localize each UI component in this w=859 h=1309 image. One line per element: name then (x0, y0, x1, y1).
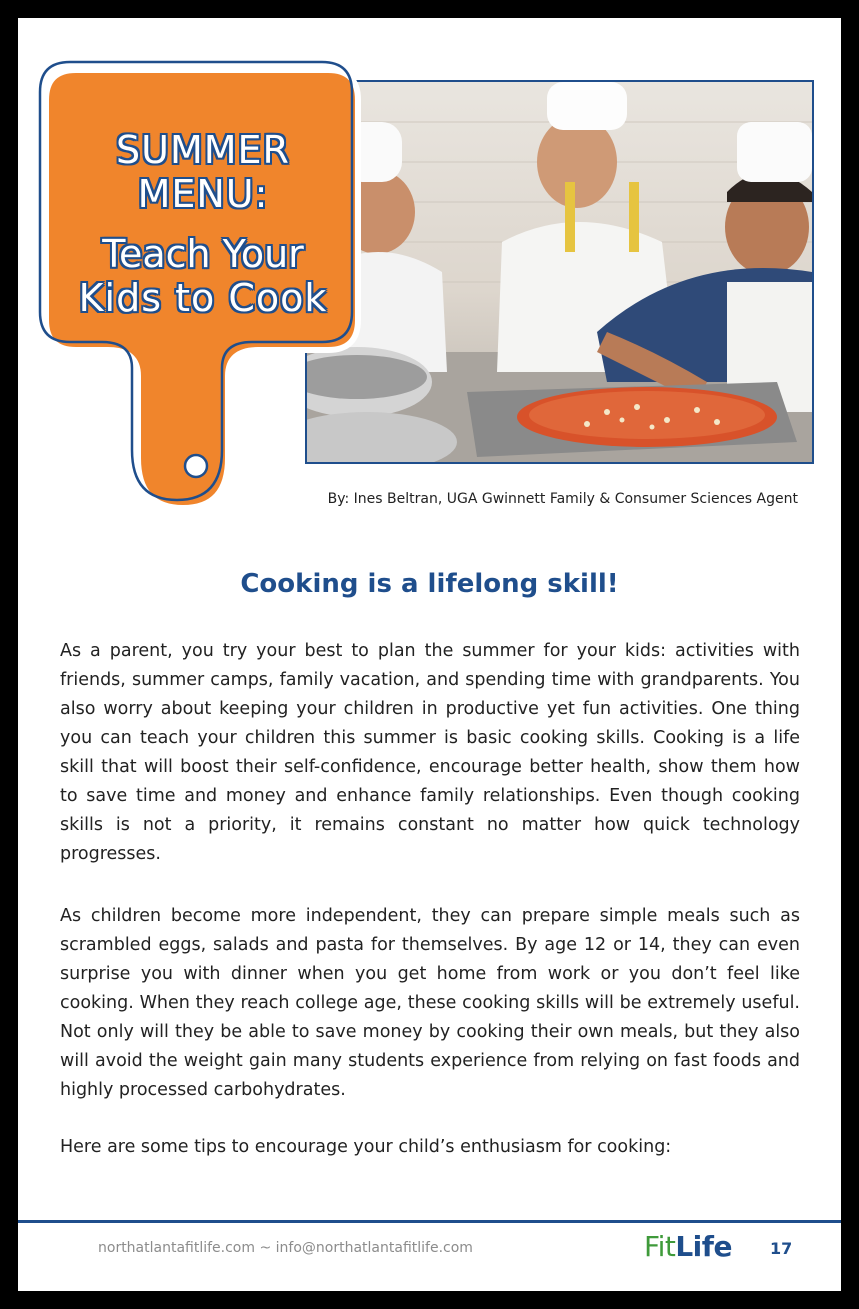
page-number: 17 (770, 1239, 793, 1258)
section-heading: Cooking is a lifelong skill! (240, 569, 619, 599)
badge-title (68, 128, 338, 320)
badge-title-line1: SUMMER (116, 128, 290, 172)
kids-cooking-photo (305, 80, 814, 464)
paragraph-1: As a parent, you try your best to plan the summer for your kids: activities with friends, summer camps, family vacation, and spending time with grandparents. You also worry about keeping your children in productive yet fun activities. One thing you can teach your children this summer is basic cooking skills. Cooking is a life skill that will boost their self-confidence, encourage better health, show them how to save time and money and enhance family relationships. Even though cooking skills is not a priority, it remains constant no matter how quick technology progresses. (60, 641, 800, 864)
magazine-page (18, 18, 841, 1291)
logo-fit: Fit (644, 1230, 676, 1263)
photo-illustration (307, 82, 812, 462)
paragraph-3: Here are some tips to encourage your child’s enthusiasm for cooking: (60, 1137, 672, 1157)
footer-divider (18, 1220, 841, 1223)
badge-subtitle-line1: Teach Your (102, 232, 304, 276)
cutting-board-badge (36, 58, 366, 528)
footer-contact: northatlantafitlife.com ~ info@northatlantafitlife.com (98, 1240, 473, 1256)
badge-title-line2: MENU: (137, 172, 269, 216)
logo-life: Life (675, 1230, 732, 1263)
badge-subtitle-line2: Kids to Cook (78, 276, 328, 320)
fitlife-logo (644, 1230, 732, 1263)
paragraph-2: As children become more independent, they can prepare simple meals such as scrambled eggs, salads and pasta for themselves. By age 12 or 14, they can even surprise you with dinner when you get home from work or you don’t feel like cooking. When they reach college age, these cooking skills will be extremely useful. Not only will they be able to save money by cooking their own meals, but they also will avoid the weight gain many students experience from relying on fast foods and highly processed carbohydrates. (60, 906, 800, 1100)
author-byline: By: Ines Beltran, UGA Gwinnett Family & Consumer Sciences Agent (327, 491, 798, 507)
